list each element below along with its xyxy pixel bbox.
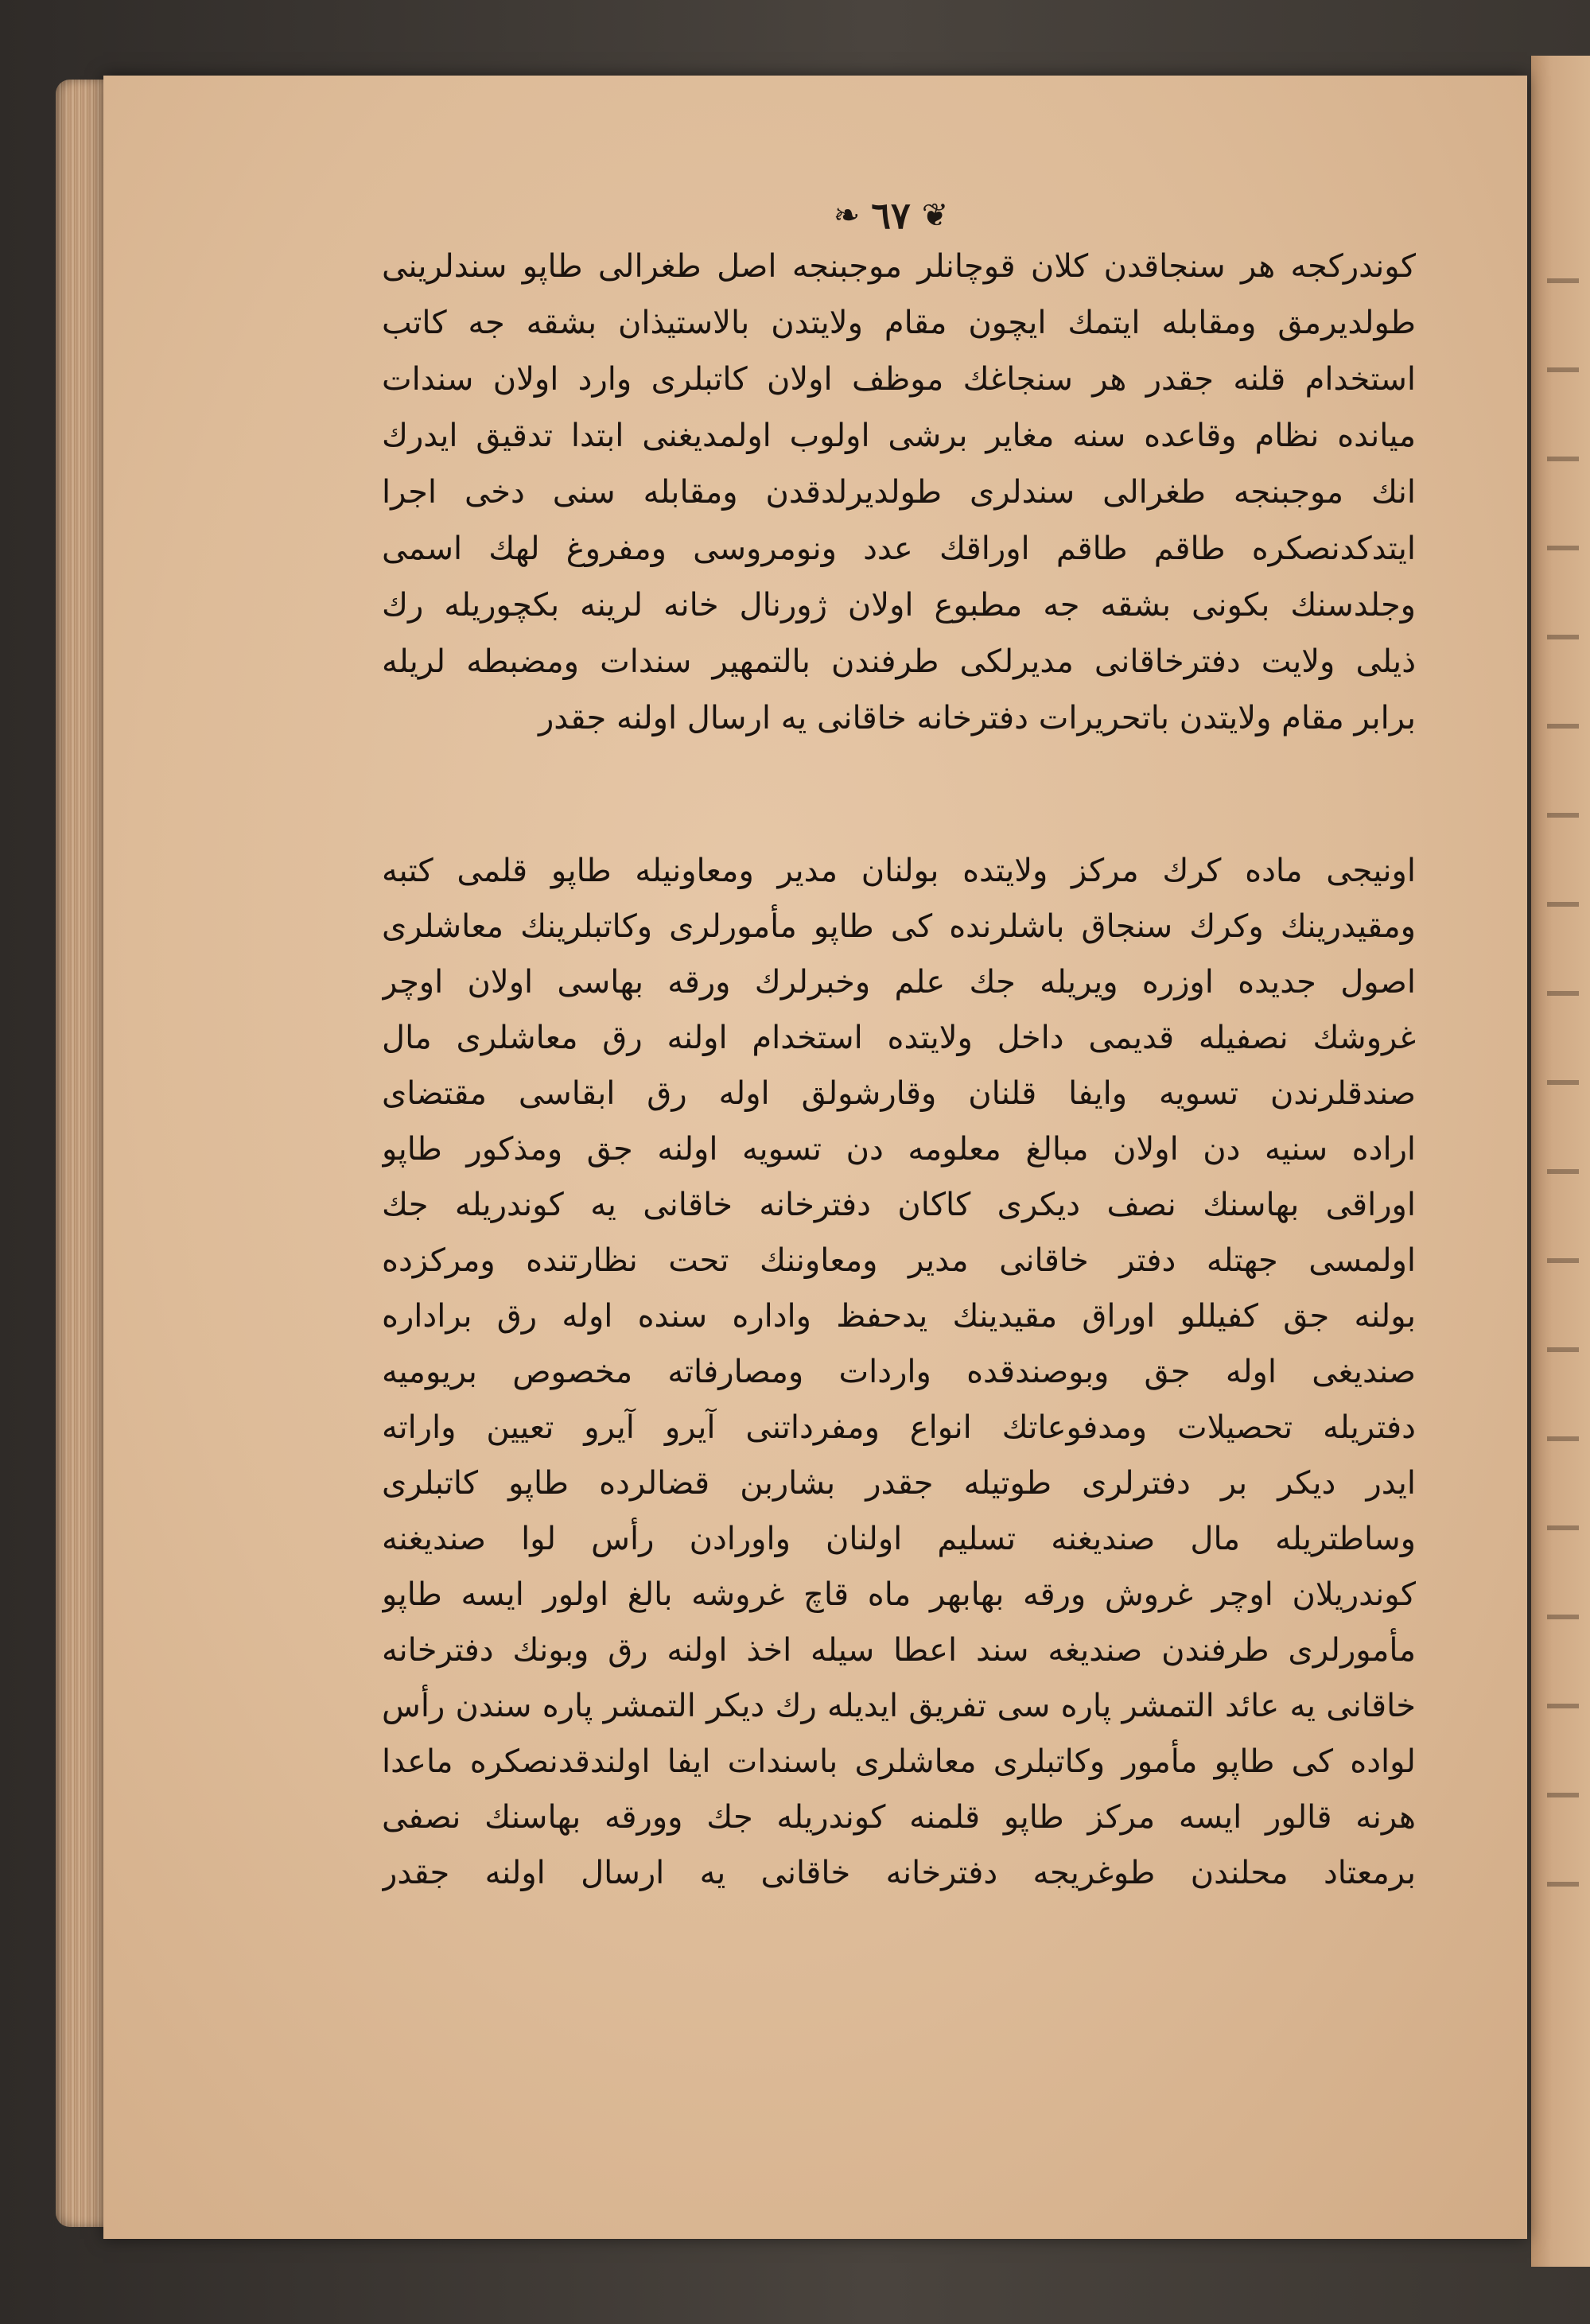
text-line: اراده سنيه دن اولان مبالغ معلومه دن تسويه اولنه جق ومذكور طاپو <box>382 1131 1416 1168</box>
text-line: صندقلرندن تسويه وايفا قلنان وقارشولق اوله رق ابقاسى مقتضاى <box>382 1075 1416 1112</box>
text-line: كوندركجه هر سنجاقدن كلان قوچانلر موجبنجه اصل طغرالى طاپو سندلرينى <box>382 248 1416 285</box>
text-line: اونيجى ماده كرك مركز ولايتده بولنان مدير ومعاونيله طاپو قلمى كتبه <box>382 853 1416 889</box>
paragraph-1 <box>382 239 1416 747</box>
page-header <box>787 188 994 243</box>
text-line: اوراقى بهاسنك نصف ديكرى كاكان دفترخانه خاقانى يه كوندريله جك <box>382 1187 1416 1223</box>
text-line: لواده كى طاپو مأمور وكاتبلرى معاشلرى باسندات ايفا اولندقدنصكره ماعدا <box>382 1743 1416 1780</box>
text-line: برمعتاد محلندن طوغريجه دفترخانه خاقانى يه ارسال اولنه جقدر <box>382 1855 1416 1891</box>
text-line: ومقيدرينك وكرك سنجاق باشلرنده كى طاپو مأمورلرى وكاتبلرينك معاشلرى <box>382 908 1416 945</box>
text-line: ايتدكدنصكره طاقم طاقم اوراقك عدد ونومروسى ومفروغ لهك اسمى <box>382 530 1416 567</box>
ornament-right-icon: ❧ <box>833 197 861 234</box>
text-line: طولديرمق ومقابله ايتمك ايچون مقام ولايتدن بالاستيذان بشقه جه كاتب <box>382 305 1416 341</box>
text-line: وجلدسنك بكونى بشقه جه مطبوع اولان ژورنال خانه لرينه بكچوريله رك <box>382 587 1416 624</box>
ornament-left-icon: ❦ <box>921 197 949 234</box>
text-line: مأمورلرى طرفندن صنديغه سند اعطا سيله اخذ اولنه رق وبونك دفترخانه <box>382 1632 1416 1669</box>
paragraph-2 <box>382 843 1416 1901</box>
text-line: بولنه جق كفيللو اوراق مقيدينك يدحفظ واداره سنده اوله رق براداره <box>382 1298 1416 1335</box>
text-line: كوندريلان اوچر غروش ورقه بهابهر ماه قاچ غروشه بالغ اولور ايسه طاپو <box>382 1576 1416 1613</box>
text-line: ايدر ديكر بر دفترلرى طوتيله جقدر بشاربن قضالرده طاپو كاتبلرى <box>382 1465 1416 1502</box>
page-number: ٦٧ <box>871 194 911 237</box>
text-line: برابر مقام ولايتدن باتحريرات دفترخانه خاقانى يه ارسال اولنه جقدر <box>538 700 1416 736</box>
next-page-text-marks <box>1547 215 1579 1965</box>
text-line: انك موجبنجه طغرالى سندلرى طولديرلدقدن ومقابله سنى دخى اجرا <box>382 474 1416 511</box>
text-line: وساطتريله مال صنديغنه تسليم اولنان واورادن رأس لوا صنديغنه <box>382 1521 1416 1557</box>
text-line: اصول جديده اوزره ويريله جك علم وخبرلرك ورقه بهاسى اولان اوچر <box>382 964 1416 1001</box>
text-line: خاقانى يه عائد التمشر پاره سى تفريق ايديله رك ديكر التمشر پاره سندن رأس <box>382 1688 1416 1724</box>
text-line: صنديغى اوله جق وبوصندقده واردات ومصارفاته مخصوص بريوميه <box>382 1354 1416 1390</box>
next-page-edge <box>1531 56 1590 2267</box>
text-line: ذيلى ولايت دفترخاقانى مديرلكى طرفندن بالتمهير سندات ومضبطه لريله <box>382 643 1416 680</box>
text-line: استخدام قلنه جقدر هر سنجاغك موظف اولان كاتبلرى وارد اولان سندات <box>382 361 1416 398</box>
text-line: اولمسى جهتله دفتر خاقانى مدير ومعاوننك تحت نظارتنده ومركزده <box>382 1242 1416 1279</box>
text-line: غروشك نصفيله قديمى داخل ولايتده استخدام اولنه رق معاشلرى مال <box>382 1020 1416 1056</box>
text-line: دفتريله تحصيلات ومدفوعاتك انواع ومفرداتنى آيرو آيرو تعيين واراته <box>382 1409 1416 1446</box>
text-line: هرنه قالور ايسه مركز طاپو قلمنه كوندريله جك وورقه بهاسنك نصفى <box>382 1799 1416 1836</box>
text-line: ميانده نظام وقاعده سنه مغاير برشى اولوب اولمديغنى ابتدا تدقيق ايدرك <box>382 418 1416 454</box>
